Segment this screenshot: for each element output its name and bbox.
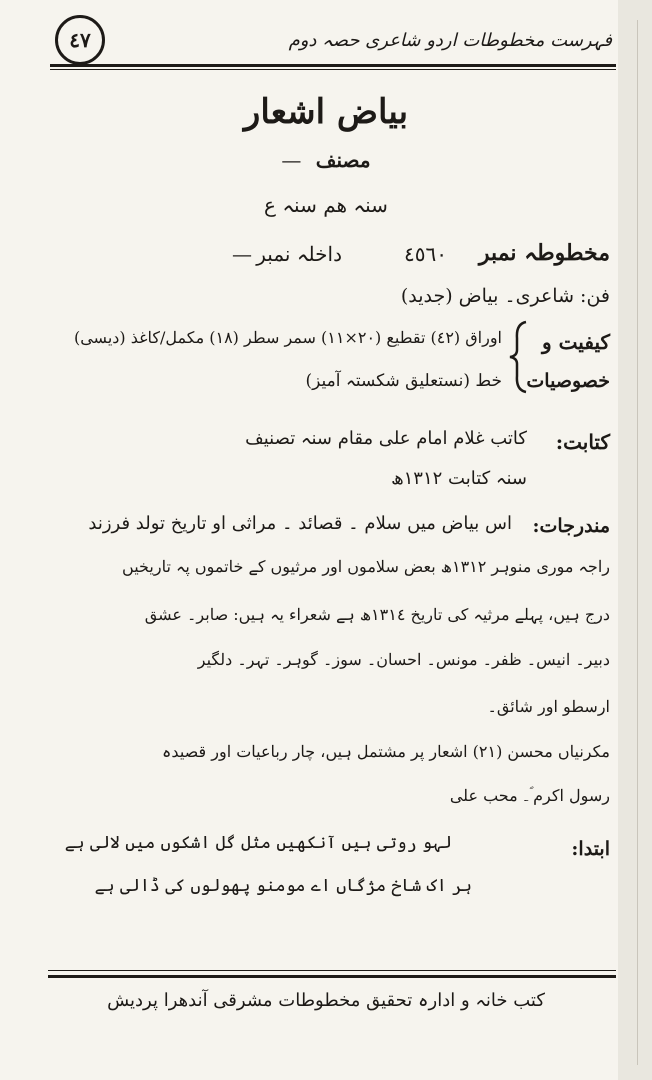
year-line: سنہ ھم سنہ ع xyxy=(264,193,388,217)
quality-line-1: اوراق (٤٢) تقطیع (٢٠×١١) سمر سطر (١٨) مکمل/کاغذ (دیسی) xyxy=(73,328,502,347)
scribe-line-1: کاتب غلام امام علی مقام سنہ تصنیف xyxy=(245,428,527,449)
contents-line: رسول اکرم ؐ۔ محب علی xyxy=(449,786,610,805)
author-line xyxy=(0,148,652,172)
edge-rule xyxy=(637,20,638,1065)
contents-label: مندرجات: xyxy=(532,515,610,537)
author-label: مصنف xyxy=(315,148,371,172)
scribe-label: کتابت: xyxy=(555,430,610,454)
page-number: ٤٧ xyxy=(55,15,105,65)
contents-line: درج ہیں، پہلے مرثیہ کی تاریخ ١٣١٤ھ ہے شعراء یہ ہیں: صابر۔ عشق xyxy=(144,605,610,624)
contents-line: راجہ موری منوہر ١٣١٢ھ بعض سلاموں اور مرثیوں کے خاتموں پہ تاریخیں xyxy=(122,557,610,576)
contents-line: اس بیاض میں سلام ۔ قصائد ۔ مراثی او تاریخ تولد فرزند xyxy=(88,513,512,534)
footer-rule-thin xyxy=(48,970,616,971)
entry-number-label: داخلہ نمبر xyxy=(256,242,342,266)
header-rule-thin xyxy=(50,69,616,70)
features-label: خصوصیات xyxy=(526,370,610,392)
subject-line: فن: شاعری۔ بیاض (جدید) xyxy=(400,285,610,307)
record-title: بیاض اشعار xyxy=(243,92,409,132)
contents-line: ارسطو اور شائق۔ xyxy=(487,697,610,716)
quality-label: کیفیت و xyxy=(542,330,610,354)
manuscript-number-label: مخطوطہ نمبر xyxy=(478,240,610,266)
beginning-verse: لہو روتی ہیں آنکھیں مثل گل اشکوں میں لالی ہے xyxy=(64,833,452,853)
beginning-verse: ہر اک شاخ مژگاں اے مومنو پھولوں کی ڈالی ہے xyxy=(94,876,472,896)
entry-number: — xyxy=(232,242,252,266)
running-title: فہرست مخطوطات اردو شاعری حصہ دوم xyxy=(288,30,612,51)
manuscript-number: ٤٥٦٠ xyxy=(404,242,447,266)
footer-rule-thick xyxy=(48,975,616,978)
quality-line-2: خط (نستعلیق شکستہ آمیز) xyxy=(305,371,502,391)
brace-mark xyxy=(508,320,530,394)
contents-line: دبیر۔ انیس۔ ظفر۔ مونس۔ احسان۔ سوز۔ گوہر۔ تہر۔ دلگیر xyxy=(197,650,610,669)
author-value: — xyxy=(281,148,302,172)
contents-line: مکرنیاں محسن (٢١) اشعار پر مشتمل ہیں، چار رباعیات اور قصیدہ xyxy=(162,742,610,761)
beginning-label: ابتدا: xyxy=(571,838,610,860)
header-rule-thick xyxy=(50,64,616,67)
footer-institution: کتب خانہ و ادارہ تحقیق مخطوطات مشرقی آندھرا پردیش xyxy=(107,990,545,1011)
scribe-line-2: سنہ کتابت ١٣١٢ھ xyxy=(391,468,527,489)
